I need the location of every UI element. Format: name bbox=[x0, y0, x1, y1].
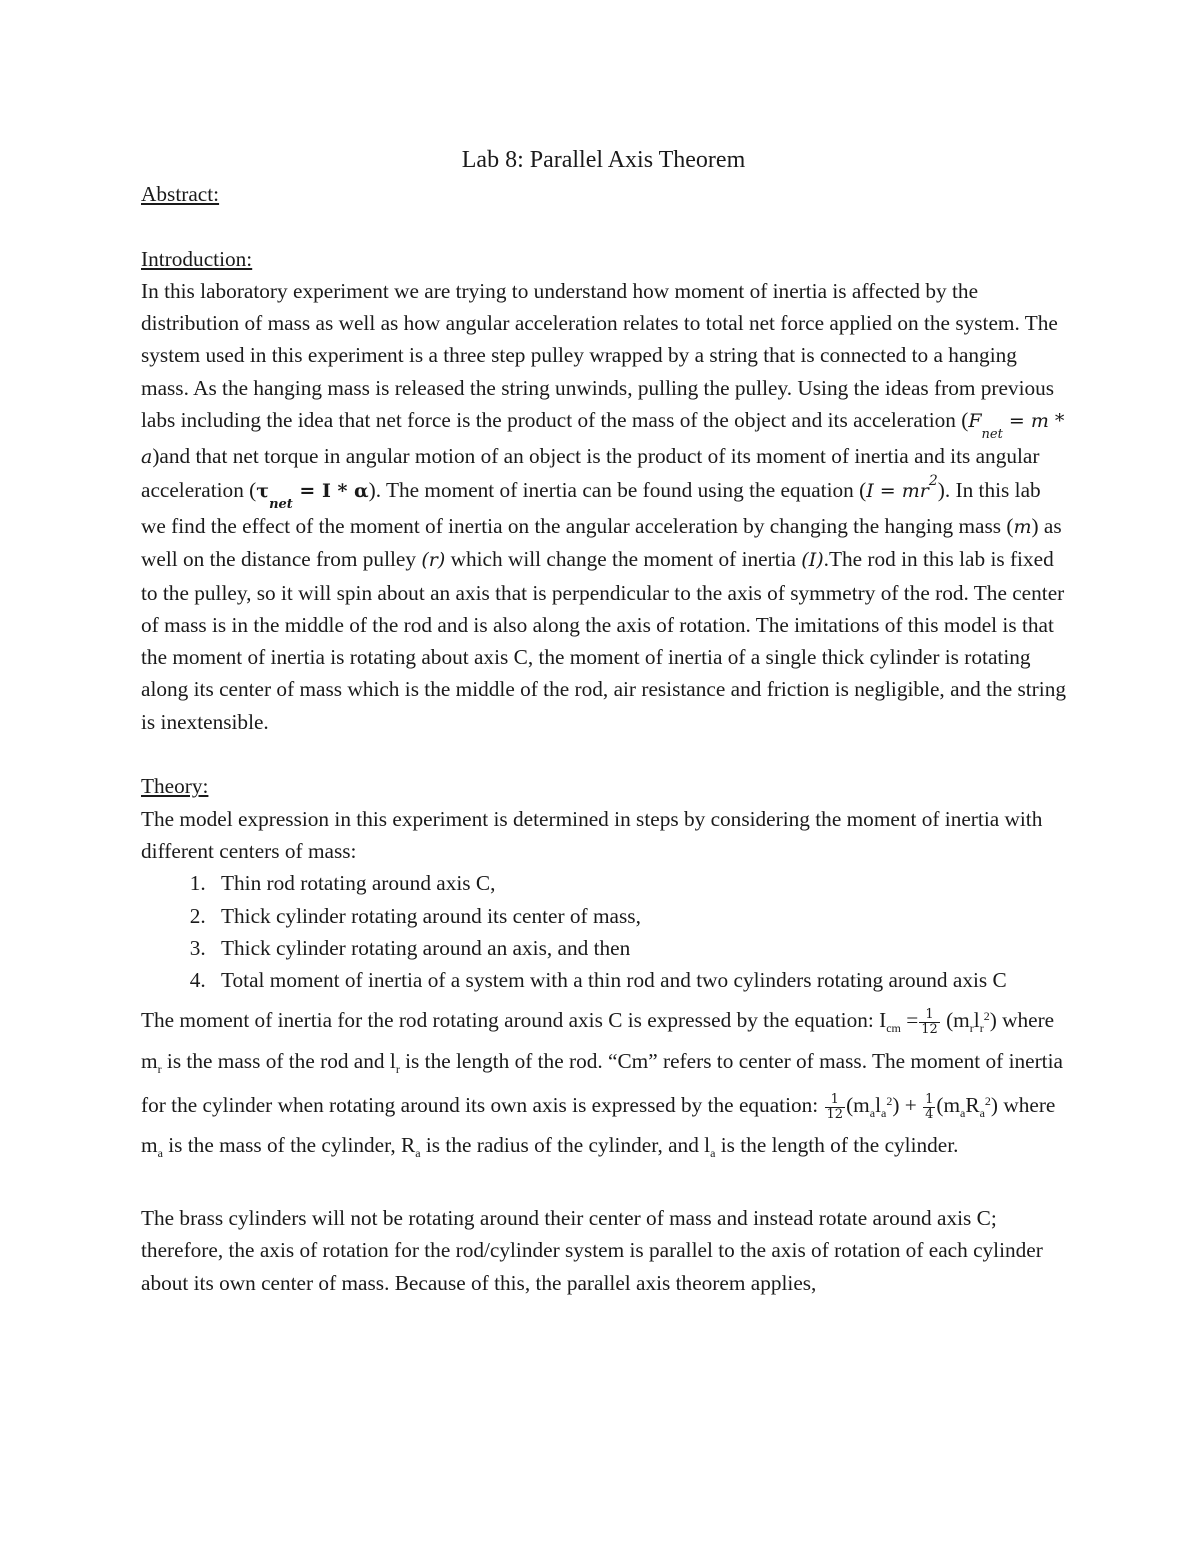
list-item: 3. Thick cylinder rotating around an axis, and then bbox=[211, 932, 1066, 964]
intro-text-2: )and that net torque in angular motion of an object is the product of its moment of inertia and its angular acceleration ( bbox=[141, 444, 1040, 502]
introduction-paragraph bbox=[141, 275, 1066, 738]
document-body bbox=[141, 142, 1066, 1299]
theory-steps-list bbox=[141, 867, 1066, 996]
theory-paragraph-rod: The moment of inertia for the rod rotating around axis C is expressed by the equation: $I_{cm}$ = $\frac{1}{12}$ $(m_rl_r^2)$ where $m_r$ is the mass of the rod and $l_r$ is the length of the rod. “Cm” refers to center of mass. The moment of inertia for the cylinder when rotating around its own axis is expressed by the equation: $\frac{1}{12}$ $(m_al_a^2)$ + $\frac{1}{4}$ $(m_aR_a^2)$ where $m_a$ is the mass of the cylinder, $R_a$ is the radius of the cylinder, and $l_a$ is the length of the cylinder. bbox=[141, 1007, 1063, 1161]
intro-text-3: ). The moment of inertia can be found using the equation ( bbox=[368, 477, 867, 502]
variable-i: (I) bbox=[801, 549, 824, 572]
net-torque-equation: $\tau_{net} = I * \alpha$ bbox=[256, 479, 369, 512]
moment-of-inertia-equation: $I = mr^2$ bbox=[866, 472, 938, 502]
abstract-heading: Abstract: bbox=[141, 182, 220, 206]
variable-r: (r) bbox=[421, 549, 446, 572]
list-item: 1. Thin rod rotating around axis C, bbox=[211, 867, 1066, 899]
intro-text-5: ) as well on the distance from pulley bbox=[141, 513, 1062, 572]
document-title: Lab 8: Parallel Axis Theorem bbox=[461, 147, 746, 173]
intro-text-6: which will change the moment of inertia bbox=[445, 547, 802, 572]
intro-text-1: In this laboratory experiment we are trying to understand how moment of inertia is affected by the distribution of mass as well as how angular acceleration relates to total net force applied on the system. The system used in this experiment is a three step pulley wrapped by a string that is connected to a hanging mass. As the hanging mass is released the string unwinds, pulling the pulley. Using the ideas from previous labs including the idea that net force is the product of the mass of the object and its acceleration ( bbox=[141, 278, 1058, 433]
fraction-one-quarter: $\frac{1}{4}$ bbox=[925, 1091, 934, 1122]
list-item: 4. Total moment of inertia of a system with a thin rod and two cylinders rotating around axis C bbox=[211, 964, 1066, 996]
intro-text-4: ). In this lab we find the effect of the moment of inertia on the angular acceleration by changing the hanging mass ( bbox=[141, 477, 1041, 538]
theory-intro: The model expression in this experiment is determined in steps by considering the moment of inertia with different centers of mass: bbox=[141, 806, 1043, 863]
introduction-heading: Introduction: bbox=[141, 246, 253, 271]
theory-heading: Theory: bbox=[141, 774, 209, 799]
fraction-one-twelfth: $\frac{1}{12}$ bbox=[826, 1091, 844, 1122]
theory-paragraph-parallel-axis: The brass cylinders will not be rotating around their center of mass and instead rotate around axis C; therefore, the axis of rotation for the rod/cylinder system is parallel to the axis of rotation of each cylinder about its own center of mass. Because of this, the parallel axis theorem applies, bbox=[141, 1205, 1043, 1295]
net-force-equation: $F_{net} = m * a$ bbox=[141, 410, 1065, 469]
list-item: 2. Thick cylinder rotating around its center of mass, bbox=[211, 900, 1066, 932]
variable-m: m bbox=[1013, 515, 1032, 538]
fraction-one-twelfth: $\frac{1}{12}$ bbox=[921, 1007, 938, 1038]
intro-text-7: .The rod in this lab is fixed to the pulley, so it will spin about an axis that is perpendicular to the axis of symmetry of the rod. The center of mass is in the middle of the rod and is also along the axis of rotation. The imitations of this model is that the moment of inertia is rotating about axis C, the moment of inertia of a single thick cylinder is rotating along its center of mass which is the middle of the rod, air resistance and friction is negligible, and the string is inextensible. bbox=[141, 547, 1066, 734]
